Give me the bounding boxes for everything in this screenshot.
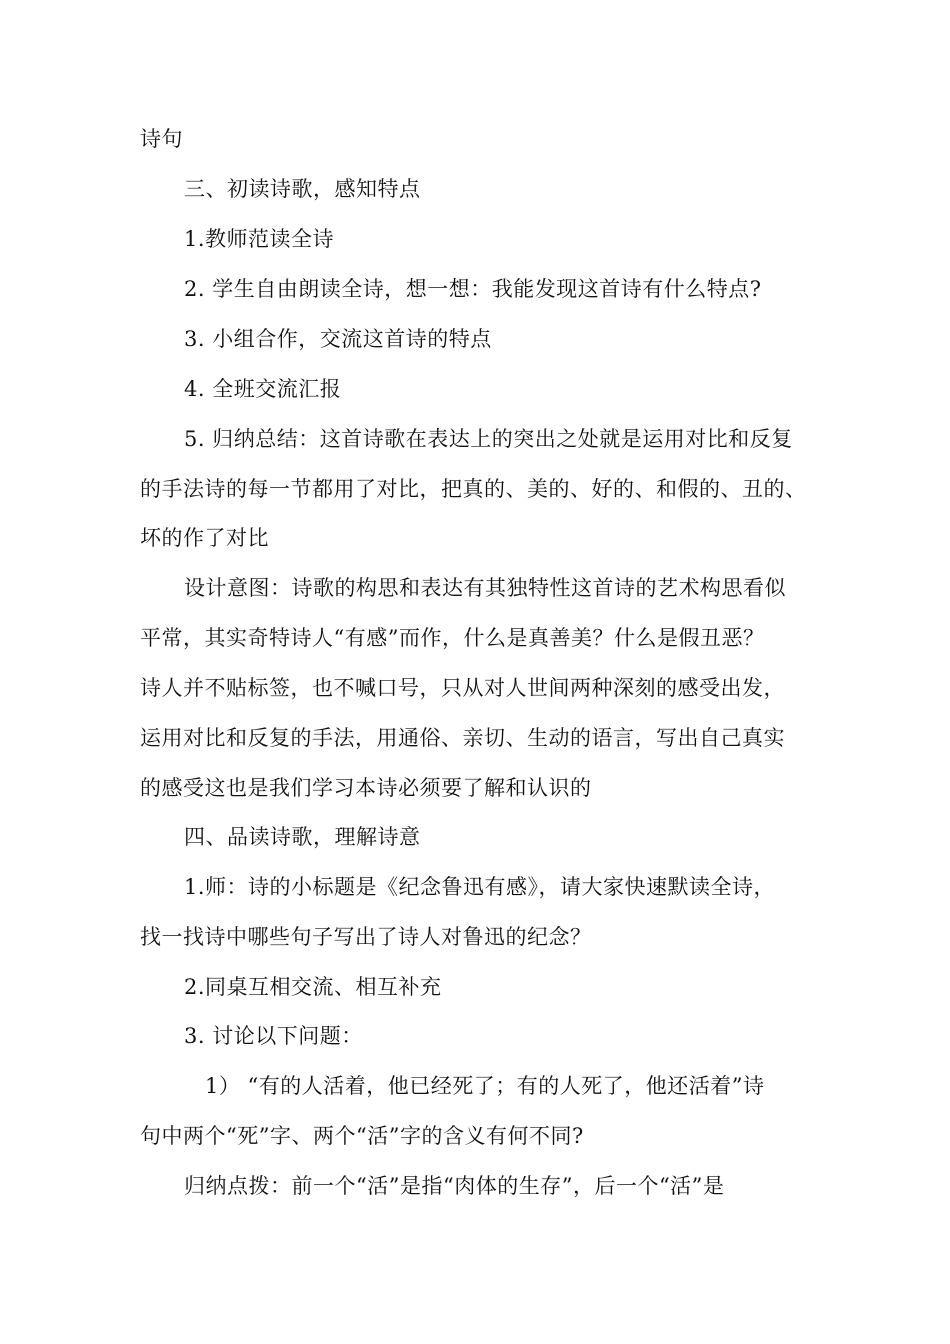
- text-line: 句中两个“死”字、两个“活”字的含义有何不同?: [140, 1124, 584, 1148]
- text-line: 坏的作了对比: [140, 526, 269, 550]
- text-line: 找一找诗中哪些句子写出了诗人对鲁迅的纪念？: [140, 925, 592, 949]
- text-line: 运用对比和反复的手法，用通俗、亲切、生动的语言，写出自己真实: [140, 726, 785, 750]
- text-line: 设计意图：诗歌的构思和表达有其独特性这首诗的艺术构思看似: [184, 576, 786, 600]
- text-line: 3. 讨论以下问题：: [184, 1024, 363, 1048]
- text-line: 4. 全班交流汇报: [184, 377, 342, 401]
- text-line: 的手法诗的每一节都用了对比，把真的、美的、好的、和假的、丑的、: [140, 477, 807, 501]
- text-line: 1） “有的人活着，他已经死了；有的人死了，他还活着”诗: [205, 1074, 765, 1098]
- text-line: 归纳点拨：前一个“活”是指“肉体的生存”，后一个“活”是: [184, 1174, 725, 1198]
- text-line: 平常，其实奇特诗人“有感”而作，什么是真善美？什么是假丑恶？: [140, 626, 765, 650]
- text-line: 的感受这也是我们学习本诗必须要了解和认识的: [140, 776, 592, 800]
- text-line: 2. 学生自由朗读全诗，想一想：我能发现这首诗有什么特点?: [184, 277, 762, 301]
- section-heading: 四、品读诗歌，理解诗意: [184, 825, 421, 849]
- text-line: 1.教师范读全诗: [184, 227, 335, 251]
- text-line: 3. 小组合作，交流这首诗的特点: [184, 327, 492, 351]
- text-line: 2.同桌互相交流、相互补充: [184, 975, 442, 999]
- section-heading: 三、初读诗歌，感知特点: [184, 177, 421, 201]
- text-line: 诗人并不贴标签，也不喊口号，只从对人世间两种深刻的感受出发，: [140, 676, 785, 700]
- text-line: 1.师：诗的小标题是《纪念鲁迅有感》，请大家快速默读全诗，: [184, 875, 776, 899]
- text-line: 诗句: [140, 127, 183, 151]
- text-line: 5. 归纳总结：这首诗歌在表达上的突出之处就是运用对比和反复: [184, 427, 793, 451]
